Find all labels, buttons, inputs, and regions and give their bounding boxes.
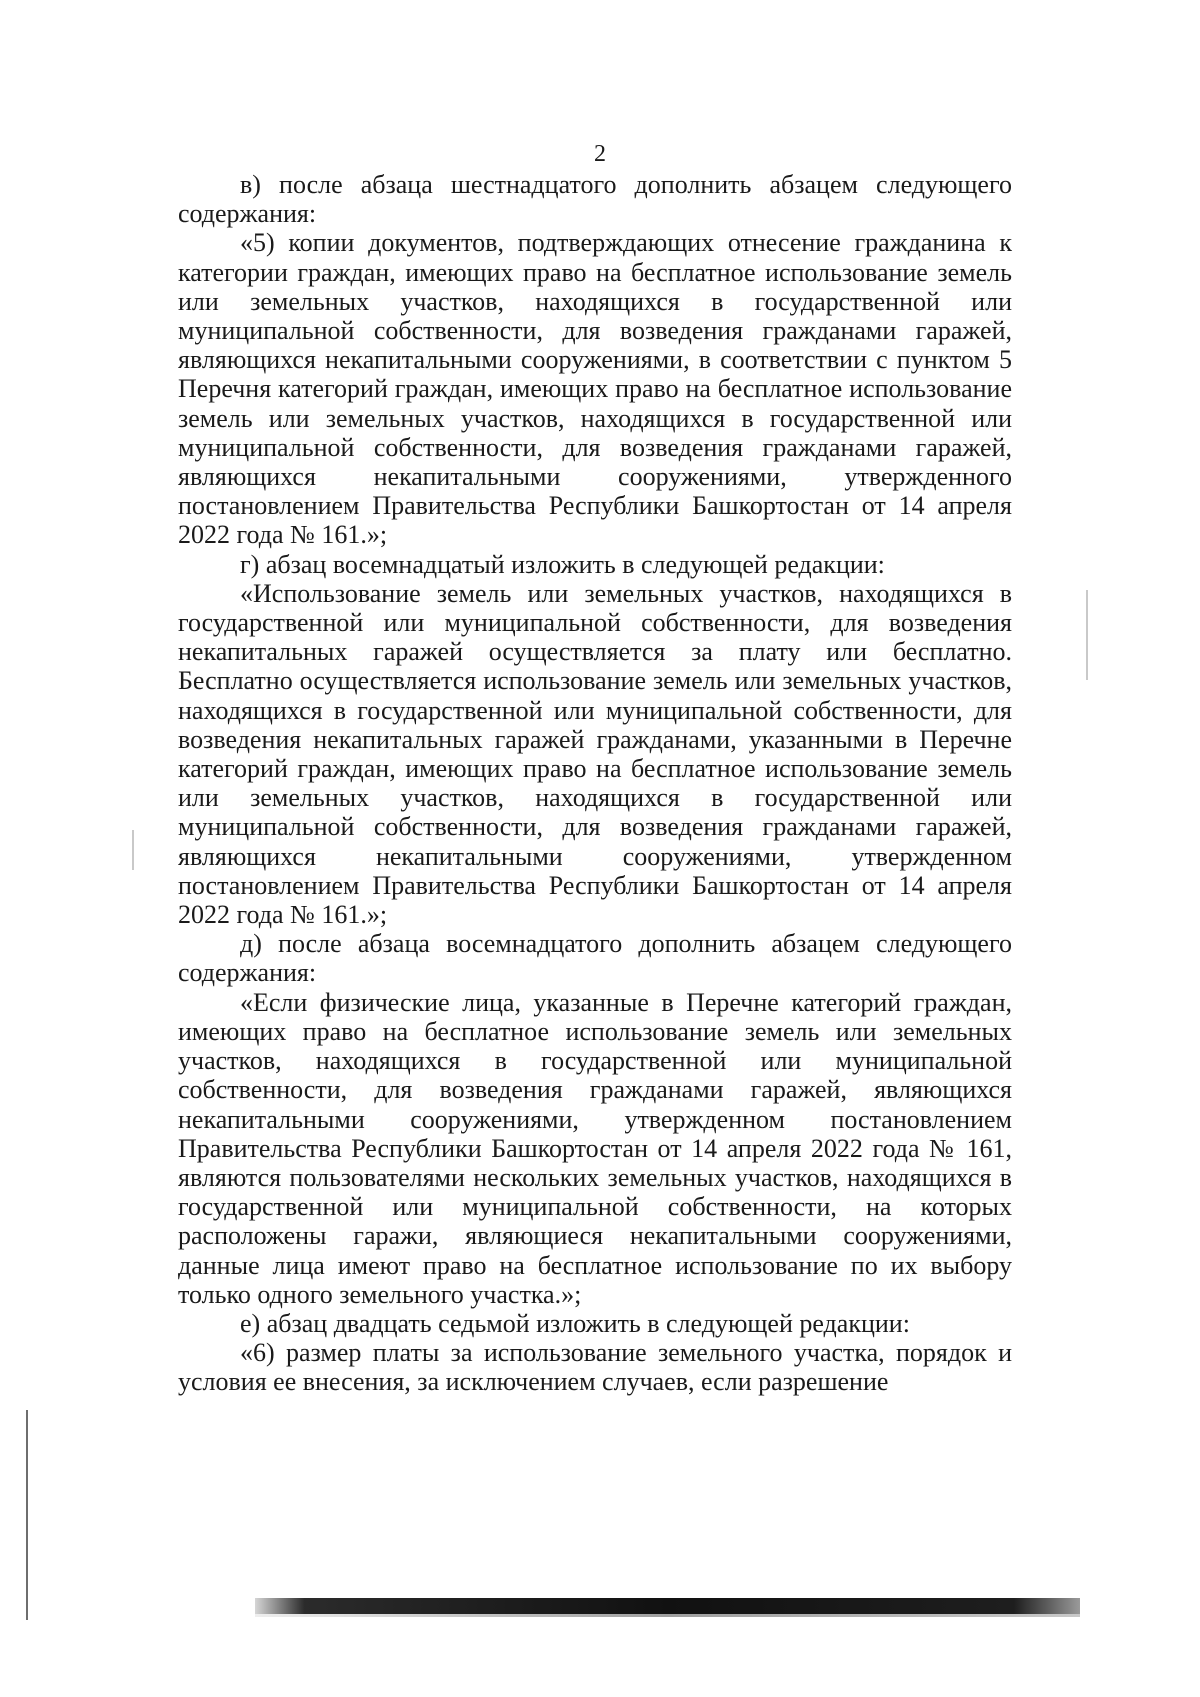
page-number: 2	[594, 141, 606, 167]
paragraph-item-6-fee: «6) размер платы за использование земельного участка, порядок и условия ее внесения, за исключением случаев, если разрешение	[178, 1338, 1012, 1397]
scan-bottom-bar	[255, 1598, 1080, 1614]
scan-margin-line	[26, 1410, 28, 1620]
scan-speck	[1086, 590, 1088, 680]
scan-bottom-bar-shadow	[255, 1614, 1080, 1617]
scan-speck	[132, 830, 134, 870]
paragraph-amendment-e: е) абзац двадцать седьмой изложить в следующей редакции:	[240, 1308, 910, 1338]
paragraph-item-5-documents: «5) копии документов, подтверждающих отнесение гражданина к категории граждан, имеющих право на бесплатное использование земель или земельных участков, находящихся в государственной или муниципальной собственности, для возведения гражданами гаражей, являющихся некапитальными сооружениями, в соответствии с пунктом 5 Перечня категорий граждан, имеющих право на бесплатное использование земель или земельных участков, находящихся в государственной или муниципальной собственности, для возведения гражданами гаражей, являющихся некапитальными сооружениями, утвержденного постановлением Правительства Республики Башкортостан от 14 апреля 2022 года № 161.»;	[178, 228, 1012, 550]
paragraph-amendment-g: г) абзац восемнадцатый изложить в следующей редакции:	[240, 549, 885, 579]
paragraph-amendment-d: д) после абзаца восемнадцатого дополнить абзацем следующего содержания:	[178, 929, 1012, 988]
document-body	[178, 170, 1012, 1397]
paragraph-amendment-v: в) после абзаца шестнадцатого дополнить абзацем следующего содержания:	[178, 170, 1012, 229]
paragraph-multiple-plots: «Если физические лица, указанные в Перечне категорий граждан, имеющих право на бесплатное использование земель или земельных участков, находящихся в государственной или муниципальной собственности, для возведения гражданами гаражей, являющихся некапитальными сооружениями, утвержденном постановлением Правительства Республики Башкортостан от 14 апреля 2022 года № 161, являются пользователями нескольких земельных участков, находящихся в государственной или муниципальной собственности, на которых расположены гаражи, являющиеся некапитальными сооружениями, данные лица имеют право на бесплатное использование по их выбору только одного земельного участка.»;	[178, 987, 1012, 1309]
paragraph-land-use-fee: «Использование земель или земельных участков, находящихся в государственной или муниципальной собственности, для возведения некапитальных гаражей осуществляется за плату или бесплатно. Бесплатно осуществляется использование земель или земельных участков, находящихся в государственной или муниципальной собственности, для возведения некапитальных гаражей гражданами, указанными в Перечне категорий граждан, имеющих право на бесплатное использование земель или земельных участков, находящихся в государственной или муниципальной собственности, для возведения гражданами гаражей, являющихся некапитальными сооружениями, утвержденном постановлением Правительства Республики Башкортостан от 14 апреля 2022 года № 161.»;	[178, 578, 1012, 930]
